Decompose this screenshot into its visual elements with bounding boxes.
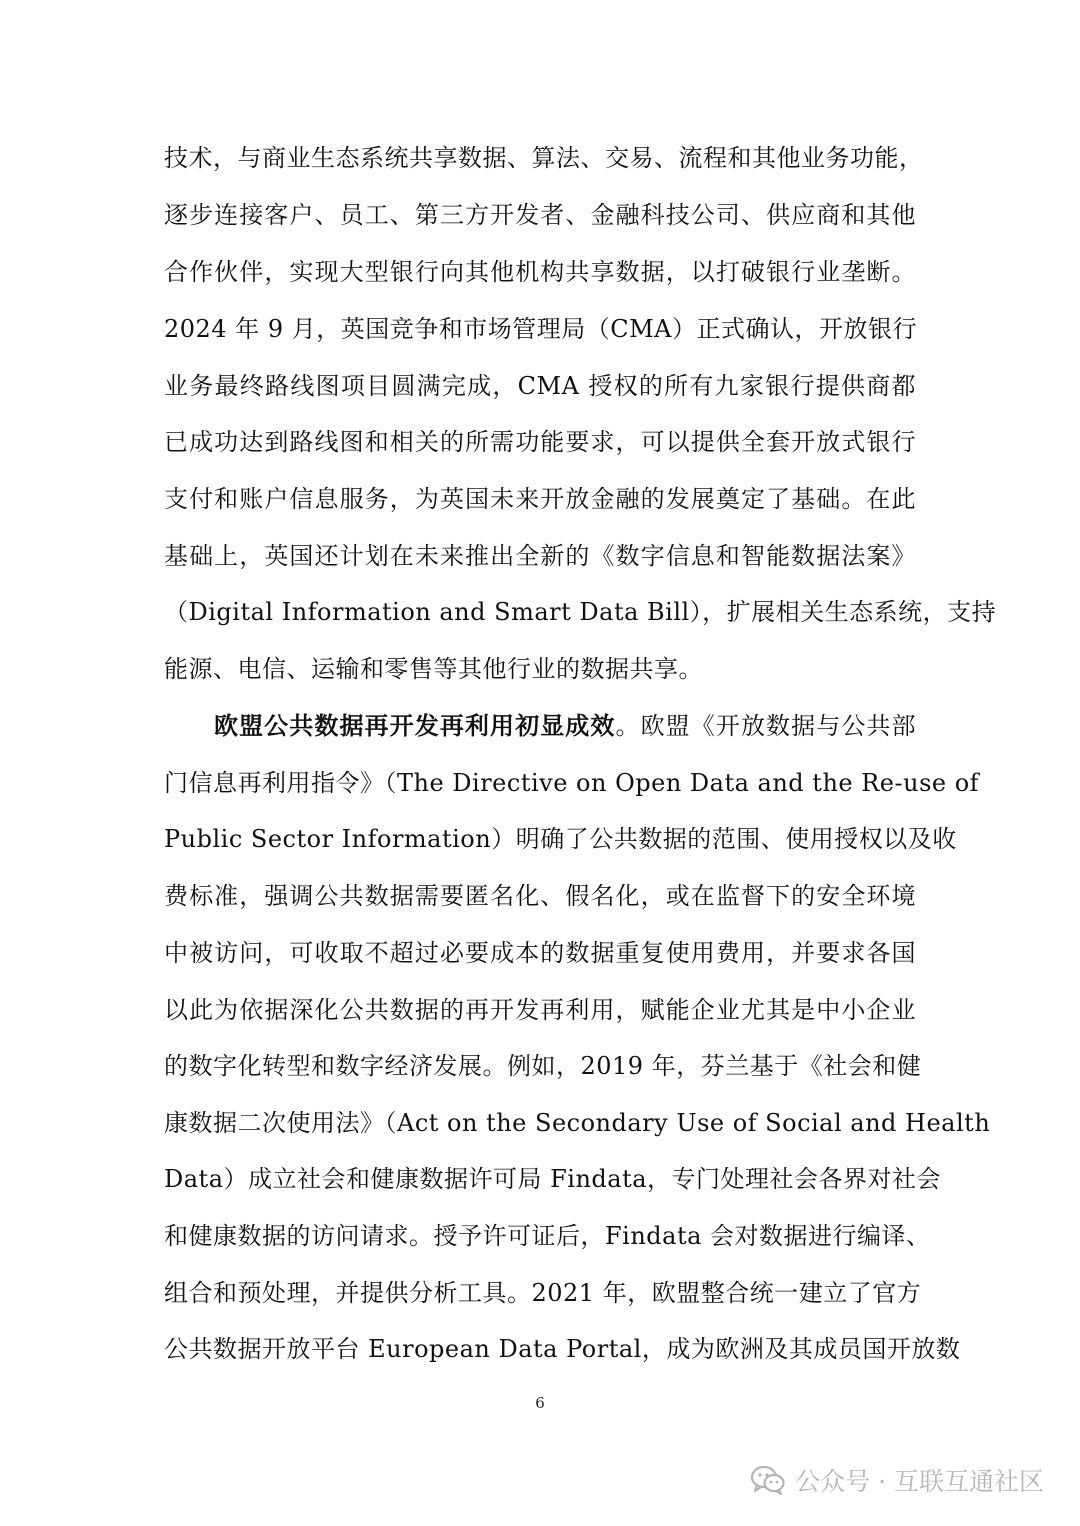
text-line: 以此为依据深化公共数据的再开发再利用，赋能企业尤其是中小企业 <box>164 996 916 1024</box>
page-number: 6 <box>535 1394 545 1412</box>
text-line: 支付和账户信息服务，为英国未来开放金融的发展奠定了基础。在此 <box>164 485 916 513</box>
text-line: 中被访问，可收取不超过必要成本的数据重复使用费用，并要求各国 <box>164 939 916 967</box>
text-line: 公共数据开放平台 European Data Portal，成为欧洲及其成员国开放数 <box>164 1335 961 1363</box>
text-line: 费标准，强调公共数据需要匿名化、假名化，或在监督下的安全环境 <box>164 882 916 910</box>
text-line: 逐步连接客户、员工、第三方开发者、金融科技公司、供应商和其他 <box>164 201 916 229</box>
text-line: 组合和预处理，并提供分析工具。2021 年，欧盟整合统一建立了官方 <box>164 1279 922 1307</box>
text-line: 已成功达到路线图和相关的所需功能要求，可以提供全套开放式银行 <box>164 428 916 456</box>
text-line: 技术，与商业生态系统共享数据、算法、交易、流程和其他业务功能， <box>164 144 924 172</box>
text-line: 门信息再利用指令》（The Directive on Open Data and the Re-use of <box>164 769 980 797</box>
text-line: Data）成立社会和健康数据许可局 Findata，专门处理社会各界对社会 <box>164 1165 942 1193</box>
paragraph-lead-line <box>214 706 916 746</box>
text-line: 基础上，英国还计划在未来推出全新的《数字信息和智能数据法案》 <box>164 542 916 570</box>
text-line: 和健康数据的访问请求。授予许可证后，Findata 会对数据进行编译、 <box>164 1222 931 1250</box>
wechat-icon <box>751 1465 785 1495</box>
text-line: 业务最终路线图项目圆满完成，CMA 授权的所有九家银行提供商都 <box>164 372 916 400</box>
text-line: 2024 年 9 月，英国竞争和市场管理局（CMA）正式确认，开放银行 <box>164 315 918 343</box>
text-line: （Digital Information and Smart Data Bill），扩展相关生态系统，支持 <box>164 598 997 626</box>
paragraph-heading: 欧盟公共数据再开发再利用初显成效 <box>214 712 616 740</box>
text-line: Public Sector Information）明确了公共数据的范围、使用授权以及收 <box>164 825 957 853</box>
text-line: 能源、电信、运输和零售等其他行业的数据共享。 <box>164 655 703 683</box>
text-line: 合作伙伴，实现大型银行向其他机构共享数据，以打破银行业垄断。 <box>164 258 916 286</box>
paragraph-lead-text: 。欧盟《开放数据与公共部 <box>615 712 917 740</box>
text-line: 康数据二次使用法》（Act on the Secondary Use of Social and Health <box>164 1109 991 1137</box>
watermark-text: 公众号 · 互联互通社区 <box>795 1467 1044 1496</box>
text-line: 的数字化转型和数字经济发展。例如，2019 年，芬兰基于《社会和健 <box>164 1052 922 1080</box>
watermark <box>751 1460 1044 1500</box>
